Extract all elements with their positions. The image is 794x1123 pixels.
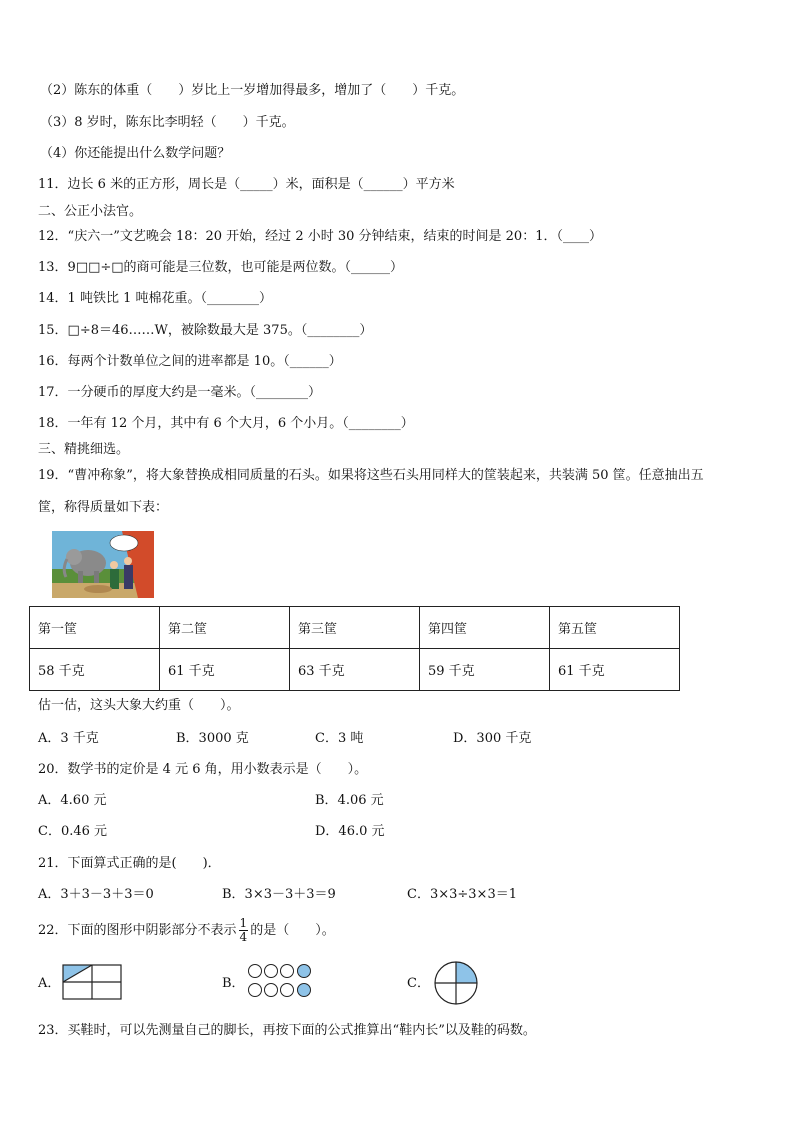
q22-fraction	[239, 917, 249, 944]
q22-figure-a-rectangle[interactable]	[62, 964, 122, 1000]
table-header-cell: 第五筐	[550, 607, 680, 649]
table-cell: 61 千克	[160, 649, 290, 691]
q10-part4: （4）你还能提出什么数学问题？	[40, 146, 231, 161]
q22-option-c-label[interactable]: C．	[407, 976, 430, 991]
section-3-heading: 三、精挑细选。	[38, 442, 130, 457]
q22-figure-b-circles[interactable]	[247, 963, 313, 999]
table-header-cell: 第三筐	[290, 607, 420, 649]
section-2-heading: 二、公正小法官。	[38, 204, 143, 219]
q21-option-a[interactable]: A．3＋3－3＋3＝0	[38, 887, 154, 902]
question-12: 12．“庆六一”文艺晚会 18：20 开始，经过 2 小时 30 分钟结束，结束的时间是 20：1．（____）	[38, 229, 602, 244]
question-22	[38, 916, 335, 946]
question-20: 20．数学书的定价是 4 元 6 角，用小数表示是（ ）。	[38, 762, 368, 777]
q20-option-b[interactable]: B．4.06 元	[315, 793, 384, 808]
table-cell: 59 千克	[420, 649, 550, 691]
q19-option-c[interactable]: C．3 吨	[315, 731, 364, 746]
table-row	[30, 649, 680, 691]
question-18: 18．一年有 12 个月，其中有 6 个大月，6 个小月。（________）	[38, 416, 414, 431]
table-header-cell: 第二筐	[160, 607, 290, 649]
q21-option-b[interactable]: B．3×3－3＋3＝9	[222, 887, 336, 902]
question-14: 14．1 吨铁比 1 吨棉花重。（________）	[38, 291, 272, 306]
table-cell: 61 千克	[550, 649, 680, 691]
q19-option-a[interactable]: A．3 千克	[38, 731, 99, 746]
question-13: 13．9□□÷□的商可能是三位数，也可能是两位数。（______）	[38, 260, 404, 275]
fraction-numerator: 1	[239, 916, 248, 930]
q19-option-d[interactable]: D．300 千克	[453, 731, 532, 746]
q20-option-d[interactable]: D．46.0 元	[315, 824, 385, 839]
q22-option-b-label[interactable]: B．	[222, 976, 245, 991]
question-15: 15．□÷8＝46……W，被除数最大是 375。（________）	[38, 323, 373, 338]
fraction-denominator: 4	[239, 930, 248, 944]
table-header-row	[30, 607, 680, 649]
table-cell: 63 千克	[290, 649, 420, 691]
table-header-cell: 第一筐	[30, 607, 160, 649]
question-21: 21．下面算式正确的是( )．	[38, 856, 221, 871]
q22-text-before: 22．下面的图形中阴影部分不表示	[38, 923, 237, 938]
basket-weight-table	[29, 606, 680, 691]
q22-option-a-label[interactable]: A．	[38, 976, 61, 991]
cao-chong-elephant-illustration	[52, 531, 154, 598]
table-cell: 58 千克	[30, 649, 160, 691]
question-23: 23．买鞋时，可以先测量自己的脚长，再按下面的公式推算出“鞋内长”以及鞋的码数。	[38, 1023, 536, 1038]
question-16: 16．每两个计数单位之间的进率都是 10。（______）	[38, 354, 342, 369]
table-header-cell: 第四筐	[420, 607, 550, 649]
q21-option-c[interactable]: C．3×3÷3×3＝1	[407, 887, 517, 902]
question-19-line1: 19．“曹冲称象”，将大象替换成相同质量的石头。如果将这些石头用同样大的筐装起来，共装满 50 筐。任意抽出五	[38, 468, 704, 483]
question-11: 11．边长 6 米的正方形，周长是（_____）米，面积是（______）平方米	[38, 177, 455, 192]
question-19-line2: 筐，称得质量如下表：	[38, 500, 169, 515]
q20-option-c[interactable]: C．0.46 元	[38, 824, 108, 839]
q22-text-after: 的是（ ）。	[250, 923, 335, 938]
q10-part3: （3）8 岁时，陈东比李明轻（ ）千克。	[40, 115, 295, 130]
q10-part2: （2）陈东的体重（ ）岁比上一岁增加得最多，增加了（ ）千克。	[40, 83, 465, 98]
question-19-prompt: 估一估，这头大象大约重（ ）。	[38, 698, 240, 713]
question-17: 17．一分硬币的厚度大约是一毫米。（________）	[38, 385, 322, 400]
q22-figure-c-circle[interactable]	[434, 961, 478, 1005]
q20-option-a[interactable]: A．4.60 元	[38, 793, 107, 808]
q19-option-b[interactable]: B．3000 克	[176, 731, 249, 746]
